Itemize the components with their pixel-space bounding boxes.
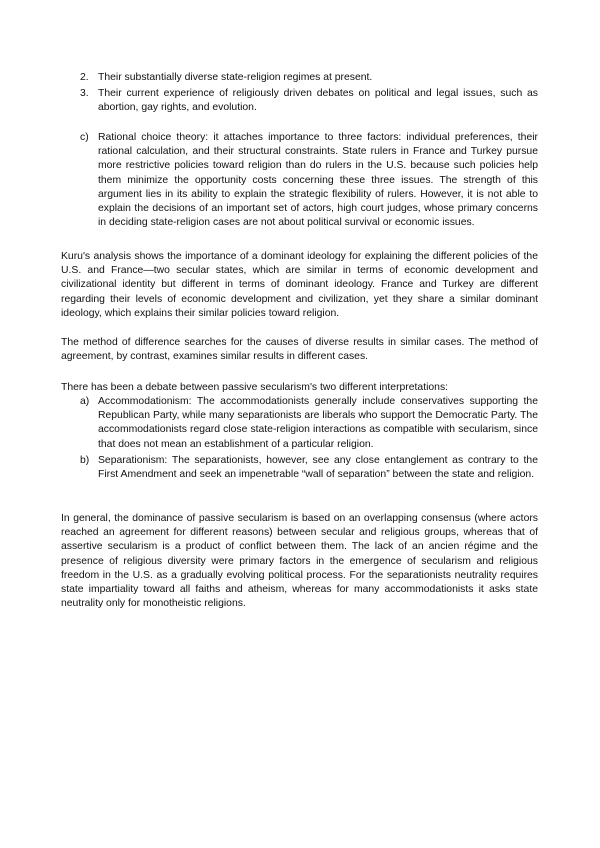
- list-item-text: Rational choice theory: it attaches importance to three factors: individual preferences, their rational calculation, and their structural constraints. State rulers in France and Turkey pursue more restrictive policies toward religion than do rulers in the U.S. because such policies help them minimize the opportunity costs concerning these three issues. The strength of this argument lies in its ability to explain the strategic flexibility of rulers. However, it is not able to explain the decisions of an important set of actors, high court judges, whose primary concerns in deciding state-religion cases are not about political survival or economic issues.: [98, 132, 538, 229]
- list-marker: 2.: [80, 72, 89, 83]
- list-item-text: Accommodationism: The accommodationists generally include conservatives supporting the Republican Party, while many separationists are liberals who support the Democratic Party. The accommodationists regard close state-religion interactions as compatible with secularism, since that does not mean an establishment of a particular religion.: [98, 396, 538, 450]
- list-item: [80, 71, 538, 85]
- paragraph-general: In general, the dominance of passive secularism is based on an overlapping consensus (where actors reached an agreement for different reasons) between secular and religious groups, whereas that of assertive secularism is a product of conflict between them. The lack of an ancien régime and the presence of religious diversity were primary factors in the emergence of secularism and religious freedom in the U.S. as a gradually evolving political process. For the separationists neutrality requires state impartiality toward all faiths and atheism, whereas for many accommodationists it asks state neutrality only for monotheistic religions.: [61, 513, 538, 610]
- list-item-text: Separationism: The separationists, however, see any close entanglement as contrary to the First Amendment and seek an impenetrable “wall of separation” between the state and religion.: [98, 455, 538, 481]
- list-marker: c): [80, 132, 89, 143]
- list-item-rational-choice: [80, 131, 538, 230]
- paragraph-kuru-analysis: Kuru's analysis shows the importance of a dominant ideology for explaining the different policies of the U.S. and France—two secular states, which are similar in terms of economic development and civilizational identity but different in terms of dominant ideology. France and Turkey are different regarding their levels of economic development and civilization, yet they share a similar dominant ideology, which explains their similar policies toward religion.: [61, 251, 538, 319]
- paragraph-debate-intro: There has been a debate between passive secularism's two different interpretations:: [61, 382, 449, 393]
- list-item-text: Their current experience of religiously driven debates on political and legal issues, such as abortion, gay rights, and evolution.: [98, 88, 538, 114]
- list-item-accommodationism: [80, 395, 538, 452]
- list-item-separationism: [80, 454, 538, 482]
- paragraph-method: The method of difference searches for the causes of diverse results in similar cases. The method of agreement, by contrast, examines similar results in different cases.: [61, 337, 538, 363]
- list-item: [80, 87, 538, 115]
- list-marker: a): [80, 396, 90, 407]
- list-marker: b): [80, 455, 90, 466]
- list-item-text: Their substantially diverse state-religion regimes at present.: [98, 72, 373, 83]
- list-marker: 3.: [80, 88, 89, 99]
